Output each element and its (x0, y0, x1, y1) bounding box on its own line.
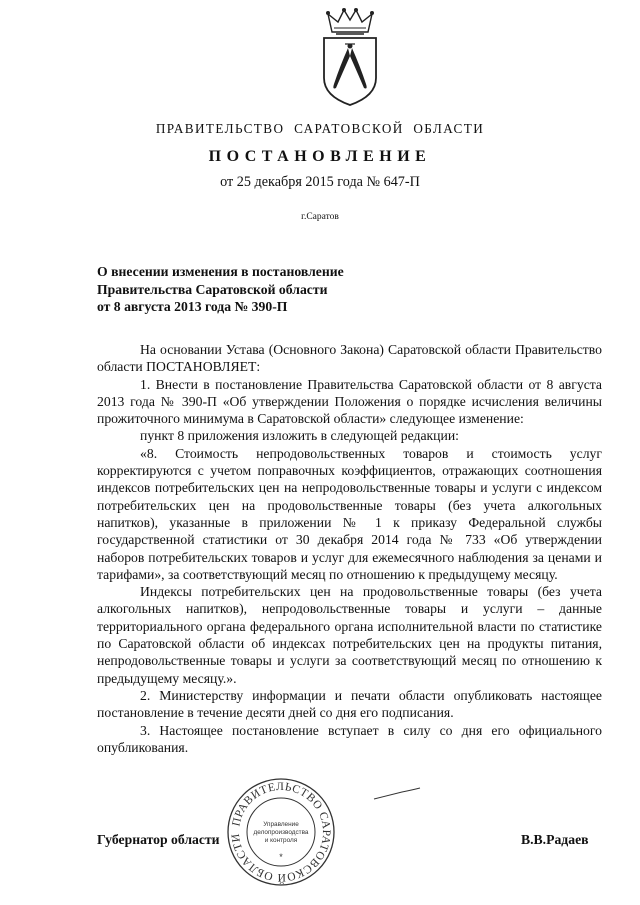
seal-ring-text: ПРАВИТЕЛЬСТВО САРАТОВСКОЙ ОБЛАСТИ (229, 780, 333, 884)
body-paragraph-basis: На основании Устава (Основного Закона) Саратовской области Правительство области ПОСТАНОВЛЯЕТ: (97, 342, 602, 375)
signatory-position: Губернатор области (97, 832, 220, 847)
signatory-name: В.В.Радаев (521, 832, 589, 847)
body-paragraph-item-3: 3. Настоящее постановление вступает в силу со дня его официального опубликования. (97, 722, 602, 755)
body-paragraph-quoted-point-8: «8. Стоимость непродовольственных товаров и стоимость услуг корректируются с учетом поправочных коэффициентов, отражающих соотношения индексов потребительских цен на непродовольственные товары и услуги с индексом потребительских цен на продовольственные товары (без учета алкогольных напитков), указанные в приложении № 1 к приказу Федеральной службы государственной статистики от 30 декабря 2014 года № 733 «Об утверждении наборов потребительских товаров и услуг для ежемесячного наблюдения за ценами и тарифами», за соответствующий месяц по отношению к предыдущему месяцу. (97, 445, 602, 582)
document-city: г.Саратов (301, 212, 339, 222)
body-paragraph-amendment-intro: пункт 8 приложения изложить в следующей редакции: (140, 428, 459, 444)
body-paragraph-item-2: 2. Министерству информации и печати области опубликовать настоящее постановление в течение десяти дней со дня его подписания. (97, 687, 602, 721)
coat-of-arms-emblem (318, 8, 382, 108)
document-title (97, 263, 417, 316)
body-paragraph-price-indices: Индексы потребительских цен на продовольственные товары (без учета алкогольных напитков), непродовольственные товары и услуги – данные территориального органа федерального органа исполнительной власти по статистике по Саратовской области об индексах потребительских цен на продукты питания, непродовольственные товары и услуги за соответствующий месяц по отношению к предыдущему месяцу.». (97, 584, 602, 686)
government-name: ПРАВИТЕЛЬСТВО САРАТОВСКОЙ ОБЛАСТИ (155, 121, 485, 136)
official-seal (225, 776, 337, 888)
document-kind: ПОСТАНОВЛЕНИЕ (208, 148, 432, 165)
seal-line-3: и контроля (264, 837, 298, 844)
handwritten-signature (372, 787, 422, 801)
title-line: О внесении изменения в постановление (97, 264, 344, 279)
title-line: Правительства Саратовской области (97, 281, 328, 297)
document-body (97, 341, 602, 756)
body-paragraph-item-1: 1. Внести в постановление Правительства Саратовской области от 8 августа 2013 года № 390-П «Об утверждении Положения о порядке исчисления величины прожиточного минимума в Саратовской области» следующее изменение: (97, 376, 602, 427)
seal-line-1: Управление (263, 821, 299, 828)
document-date-number: от 25 декабря 2015 года № 647-П (220, 174, 420, 190)
title-line: от 8 августа 2013 года № 390-П (97, 299, 288, 314)
seal-star: * (279, 852, 283, 862)
seal-line-2: делопроизводства (253, 829, 309, 836)
